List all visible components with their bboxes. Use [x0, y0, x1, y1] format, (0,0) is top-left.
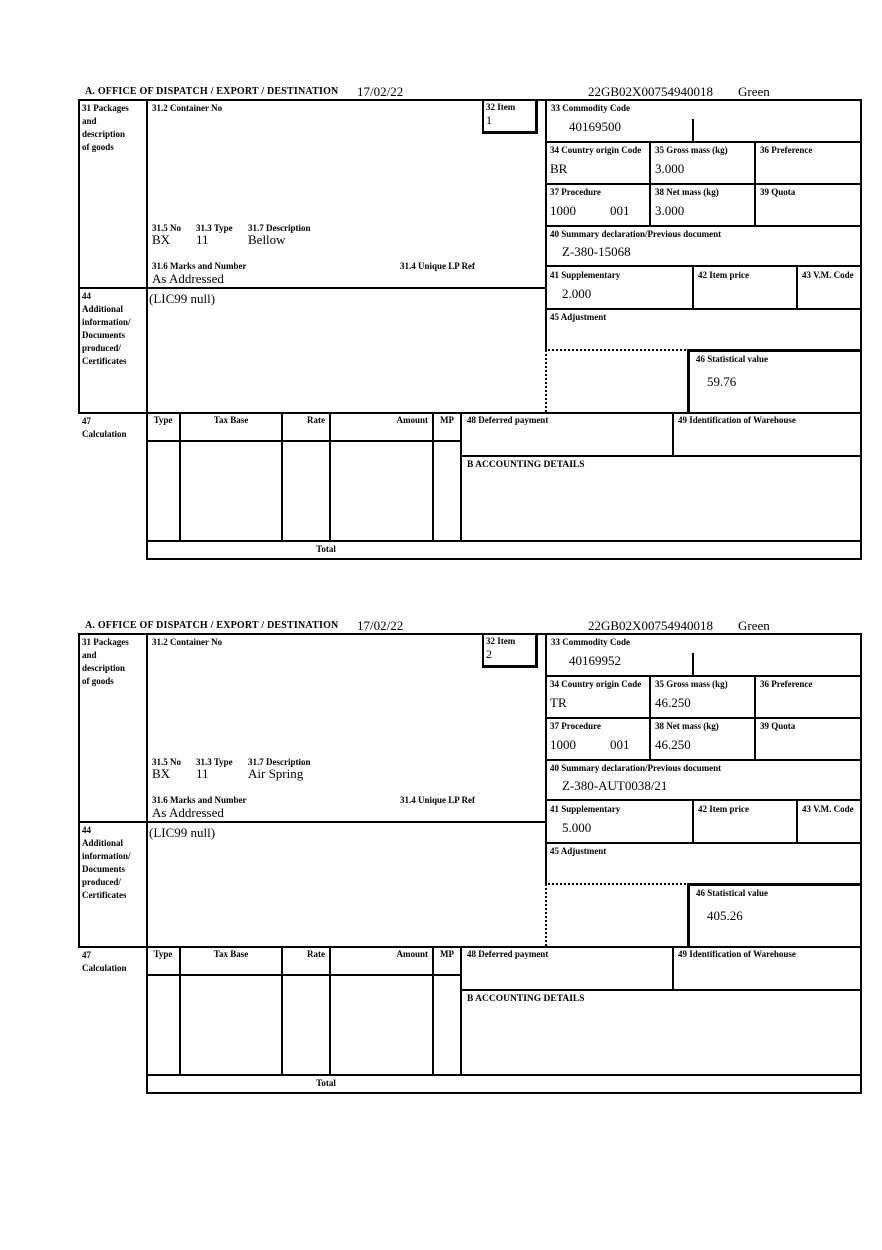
line: [146, 558, 862, 560]
package-type-value: 11: [196, 766, 209, 781]
line: [78, 633, 80, 946]
statistical-value: 405.26: [707, 908, 743, 923]
statistical-value-label: 46 Statistical value: [696, 888, 768, 898]
line: [78, 412, 862, 414]
calc-header-tax-base: Tax Base: [213, 949, 249, 959]
routing-status: Green: [738, 618, 770, 633]
additional-info-value: (LIC99 null): [149, 291, 216, 306]
box31-label: 31 Packages: [82, 637, 129, 647]
container-no-label: 31.2 Container No: [152, 103, 223, 113]
summary-declaration-value: Z-380-AUT0038/21: [562, 778, 668, 793]
line: [545, 717, 862, 719]
gross-mass-label: 35 Gross mass (kg): [655, 679, 728, 689]
dotted-line: [545, 350, 547, 412]
country-origin-value: BR: [550, 161, 568, 176]
calc-header-tax-base: Tax Base: [213, 415, 249, 425]
office-of-dispatch-label: A. OFFICE OF DISPATCH / EXPORT / DESTINATION: [85, 620, 339, 631]
procedure-value: 1000: [550, 203, 576, 218]
warehouse-label: 49 Identification of Warehouse: [678, 415, 796, 425]
dotted-line: [545, 884, 547, 946]
customs-form-item-2: [0, 618, 882, 1098]
package-no-value: BX: [152, 232, 171, 247]
procedure-label: 37 Procedure: [550, 721, 601, 731]
dotted-line: [545, 883, 690, 885]
calc-header-amount: Amount: [396, 415, 428, 425]
package-description-label: 31.7 Description: [248, 757, 311, 767]
package-description-value: Bellow: [248, 232, 286, 247]
line: [146, 1092, 862, 1094]
line: [649, 675, 651, 759]
commodity-code-value: 40169500: [569, 119, 621, 134]
line: [545, 799, 862, 801]
box47-label: 47: [82, 950, 91, 960]
line: [460, 412, 462, 540]
calc-header-type: Type: [153, 949, 173, 959]
box44-label: information/: [82, 851, 131, 861]
line: [78, 99, 862, 101]
deferred-payment-label: 48 Deferred payment: [467, 415, 549, 425]
line: [860, 633, 862, 1094]
line: [796, 799, 798, 842]
line: [78, 633, 862, 635]
vm-code-label: 43 V.M. Code: [802, 804, 854, 814]
box31-label: description: [82, 129, 126, 139]
statistical-value: 59.76: [707, 374, 737, 389]
box44-label: information/: [82, 317, 131, 327]
dotted-line: [545, 349, 690, 351]
additional-info-value: (LIC99 null): [149, 825, 216, 840]
box31-label: of goods: [82, 142, 114, 152]
statistical-value-label: 46 Statistical value: [696, 354, 768, 364]
line: [78, 99, 80, 412]
accounting-details-label: B ACCOUNTING DETAILS: [467, 460, 585, 470]
procedure-label: 37 Procedure: [550, 187, 601, 197]
item-label: 32 Item: [486, 102, 516, 112]
package-no-label: 31.5 No: [152, 223, 181, 233]
office-of-dispatch-label: A. OFFICE OF DISPATCH / EXPORT / DESTINATION: [85, 86, 339, 97]
form-grid: [78, 633, 862, 1094]
line: [146, 1074, 862, 1076]
line: [545, 675, 862, 677]
line: [545, 759, 862, 761]
adjustment-label: 45 Adjustment: [550, 846, 607, 856]
preference-label: 36 Preference: [760, 679, 813, 689]
line: [687, 349, 690, 412]
supplementary-label: 41 Supplementary: [550, 270, 621, 280]
line: [649, 141, 651, 225]
deferred-payment-label: 48 Deferred payment: [467, 949, 549, 959]
line: [796, 265, 798, 308]
procedure-value: 1000: [550, 737, 576, 752]
line: [146, 440, 462, 442]
line: [78, 946, 862, 948]
line: [432, 946, 434, 1074]
package-type-value: 11: [196, 232, 209, 247]
warehouse-label: 49 Identification of Warehouse: [678, 949, 796, 959]
line: [687, 883, 862, 886]
vm-code-label: 43 V.M. Code: [802, 270, 854, 280]
line: [329, 946, 331, 1074]
procedure-value-2: 001: [610, 737, 630, 752]
item-price-label: 42 Item price: [698, 804, 749, 814]
line: [687, 883, 690, 946]
supplementary-value: 5.000: [562, 820, 592, 835]
line: [545, 842, 862, 844]
line: [281, 946, 283, 1074]
calc-header-mp: MP: [440, 415, 454, 425]
total-label: Total: [316, 544, 336, 554]
line: [860, 99, 862, 560]
box31-label: of goods: [82, 676, 114, 686]
package-type-label: 31.3 Type: [196, 223, 233, 233]
line: [146, 974, 462, 976]
box47-label: Calculation: [82, 963, 127, 973]
package-no-label: 31.5 No: [152, 757, 181, 767]
line: [545, 183, 862, 185]
line: [146, 99, 148, 560]
summary-declaration-label: 40 Summary declaration/Previous document: [550, 763, 722, 773]
gross-mass-value: 3.000: [655, 161, 685, 176]
customs-form-item-1: [0, 84, 882, 564]
box47-label: 47: [82, 416, 91, 426]
line: [179, 946, 181, 1074]
line: [672, 946, 674, 989]
preference-label: 36 Preference: [760, 145, 813, 155]
line: [78, 287, 545, 289]
net-mass-value: 46.250: [655, 737, 691, 752]
line: [672, 412, 674, 455]
box44-label: produced/: [82, 343, 121, 353]
box44-label: Documents: [82, 864, 125, 874]
box31-label: and: [82, 650, 97, 660]
box44-label: produced/: [82, 877, 121, 887]
routing-status: Green: [738, 84, 770, 99]
line: [432, 412, 434, 540]
commodity-code-label: 33 Commodity Code: [551, 103, 630, 113]
procedure-value-2: 001: [610, 203, 630, 218]
commodity-code-value: 40169952: [569, 653, 621, 668]
marks-value: As Addressed: [152, 271, 224, 286]
line: [545, 265, 862, 267]
package-no-value: BX: [152, 766, 171, 781]
gross-mass-value: 46.250: [655, 695, 691, 710]
box44-label: Documents: [82, 330, 125, 340]
line: [462, 989, 862, 991]
line: [545, 225, 862, 227]
line: [692, 265, 694, 308]
calc-header-type: Type: [153, 415, 173, 425]
item-price-label: 42 Item price: [698, 270, 749, 280]
line: [281, 412, 283, 540]
declaration-date: 17/02/22: [357, 84, 404, 99]
container-no-label: 31.2 Container No: [152, 637, 223, 647]
item-no-value: 2: [486, 647, 492, 661]
item-label: 32 Item: [486, 636, 516, 646]
package-description-label: 31.7 Description: [248, 223, 311, 233]
net-mass-label: 38 Net mass (kg): [655, 187, 719, 197]
commodity-code-tick: [692, 653, 694, 675]
calc-header-mp: MP: [440, 949, 454, 959]
line: [329, 412, 331, 540]
total-label: Total: [316, 1078, 336, 1088]
line: [692, 799, 694, 842]
box44-label: 44: [82, 291, 91, 301]
line: [687, 349, 862, 352]
quota-label: 39 Quota: [760, 187, 796, 197]
unique-lp-ref-label: 31.4 Unique LP Ref: [400, 795, 476, 805]
adjustment-label: 45 Adjustment: [550, 312, 607, 322]
declaration-reference: 22GB02X00754940018: [588, 618, 713, 633]
line: [146, 633, 148, 1094]
box31-label: description: [82, 663, 126, 673]
box44-label: Additional: [82, 838, 124, 848]
box44-label: Certificates: [82, 890, 127, 900]
line: [545, 308, 862, 310]
quota-label: 39 Quota: [760, 721, 796, 731]
gross-mass-label: 35 Gross mass (kg): [655, 145, 728, 155]
box44-label: Certificates: [82, 356, 127, 366]
supplementary-value: 2.000: [562, 286, 592, 301]
accounting-details-label: B ACCOUNTING DETAILS: [467, 994, 585, 1004]
country-origin-label: 34 Country origin Code: [550, 679, 642, 689]
line: [179, 412, 181, 540]
item-no-value: 1: [486, 113, 492, 127]
box31-label: 31 Packages: [82, 103, 129, 113]
line: [754, 675, 756, 759]
form-grid: [78, 99, 862, 560]
country-origin-value: TR: [550, 695, 567, 710]
supplementary-label: 41 Supplementary: [550, 804, 621, 814]
line: [78, 821, 545, 823]
declaration-reference: 22GB02X00754940018: [588, 84, 713, 99]
net-mass-label: 38 Net mass (kg): [655, 721, 719, 731]
commodity-code-tick: [692, 119, 694, 141]
country-origin-label: 34 Country origin Code: [550, 145, 642, 155]
box44-label: Additional: [82, 304, 124, 314]
marks-label: 31.6 Marks and Number: [152, 795, 247, 805]
line: [754, 141, 756, 225]
package-description-value: Air Spring: [248, 766, 304, 781]
line: [462, 455, 862, 457]
summary-declaration-value: Z-380-15068: [562, 244, 631, 259]
unique-lp-ref-label: 31.4 Unique LP Ref: [400, 261, 476, 271]
summary-declaration-label: 40 Summary declaration/Previous document: [550, 229, 722, 239]
line: [146, 540, 862, 542]
commodity-code-label: 33 Commodity Code: [551, 637, 630, 647]
calc-header-rate: Rate: [307, 415, 325, 425]
declaration-date: 17/02/22: [357, 618, 404, 633]
calc-header-amount: Amount: [396, 949, 428, 959]
marks-label: 31.6 Marks and Number: [152, 261, 247, 271]
net-mass-value: 3.000: [655, 203, 685, 218]
marks-value: As Addressed: [152, 805, 224, 820]
line: [460, 946, 462, 1074]
box47-label: Calculation: [82, 429, 127, 439]
box31-label: and: [82, 116, 97, 126]
box44-label: 44: [82, 825, 91, 835]
package-type-label: 31.3 Type: [196, 757, 233, 767]
line: [545, 141, 862, 143]
calc-header-rate: Rate: [307, 949, 325, 959]
